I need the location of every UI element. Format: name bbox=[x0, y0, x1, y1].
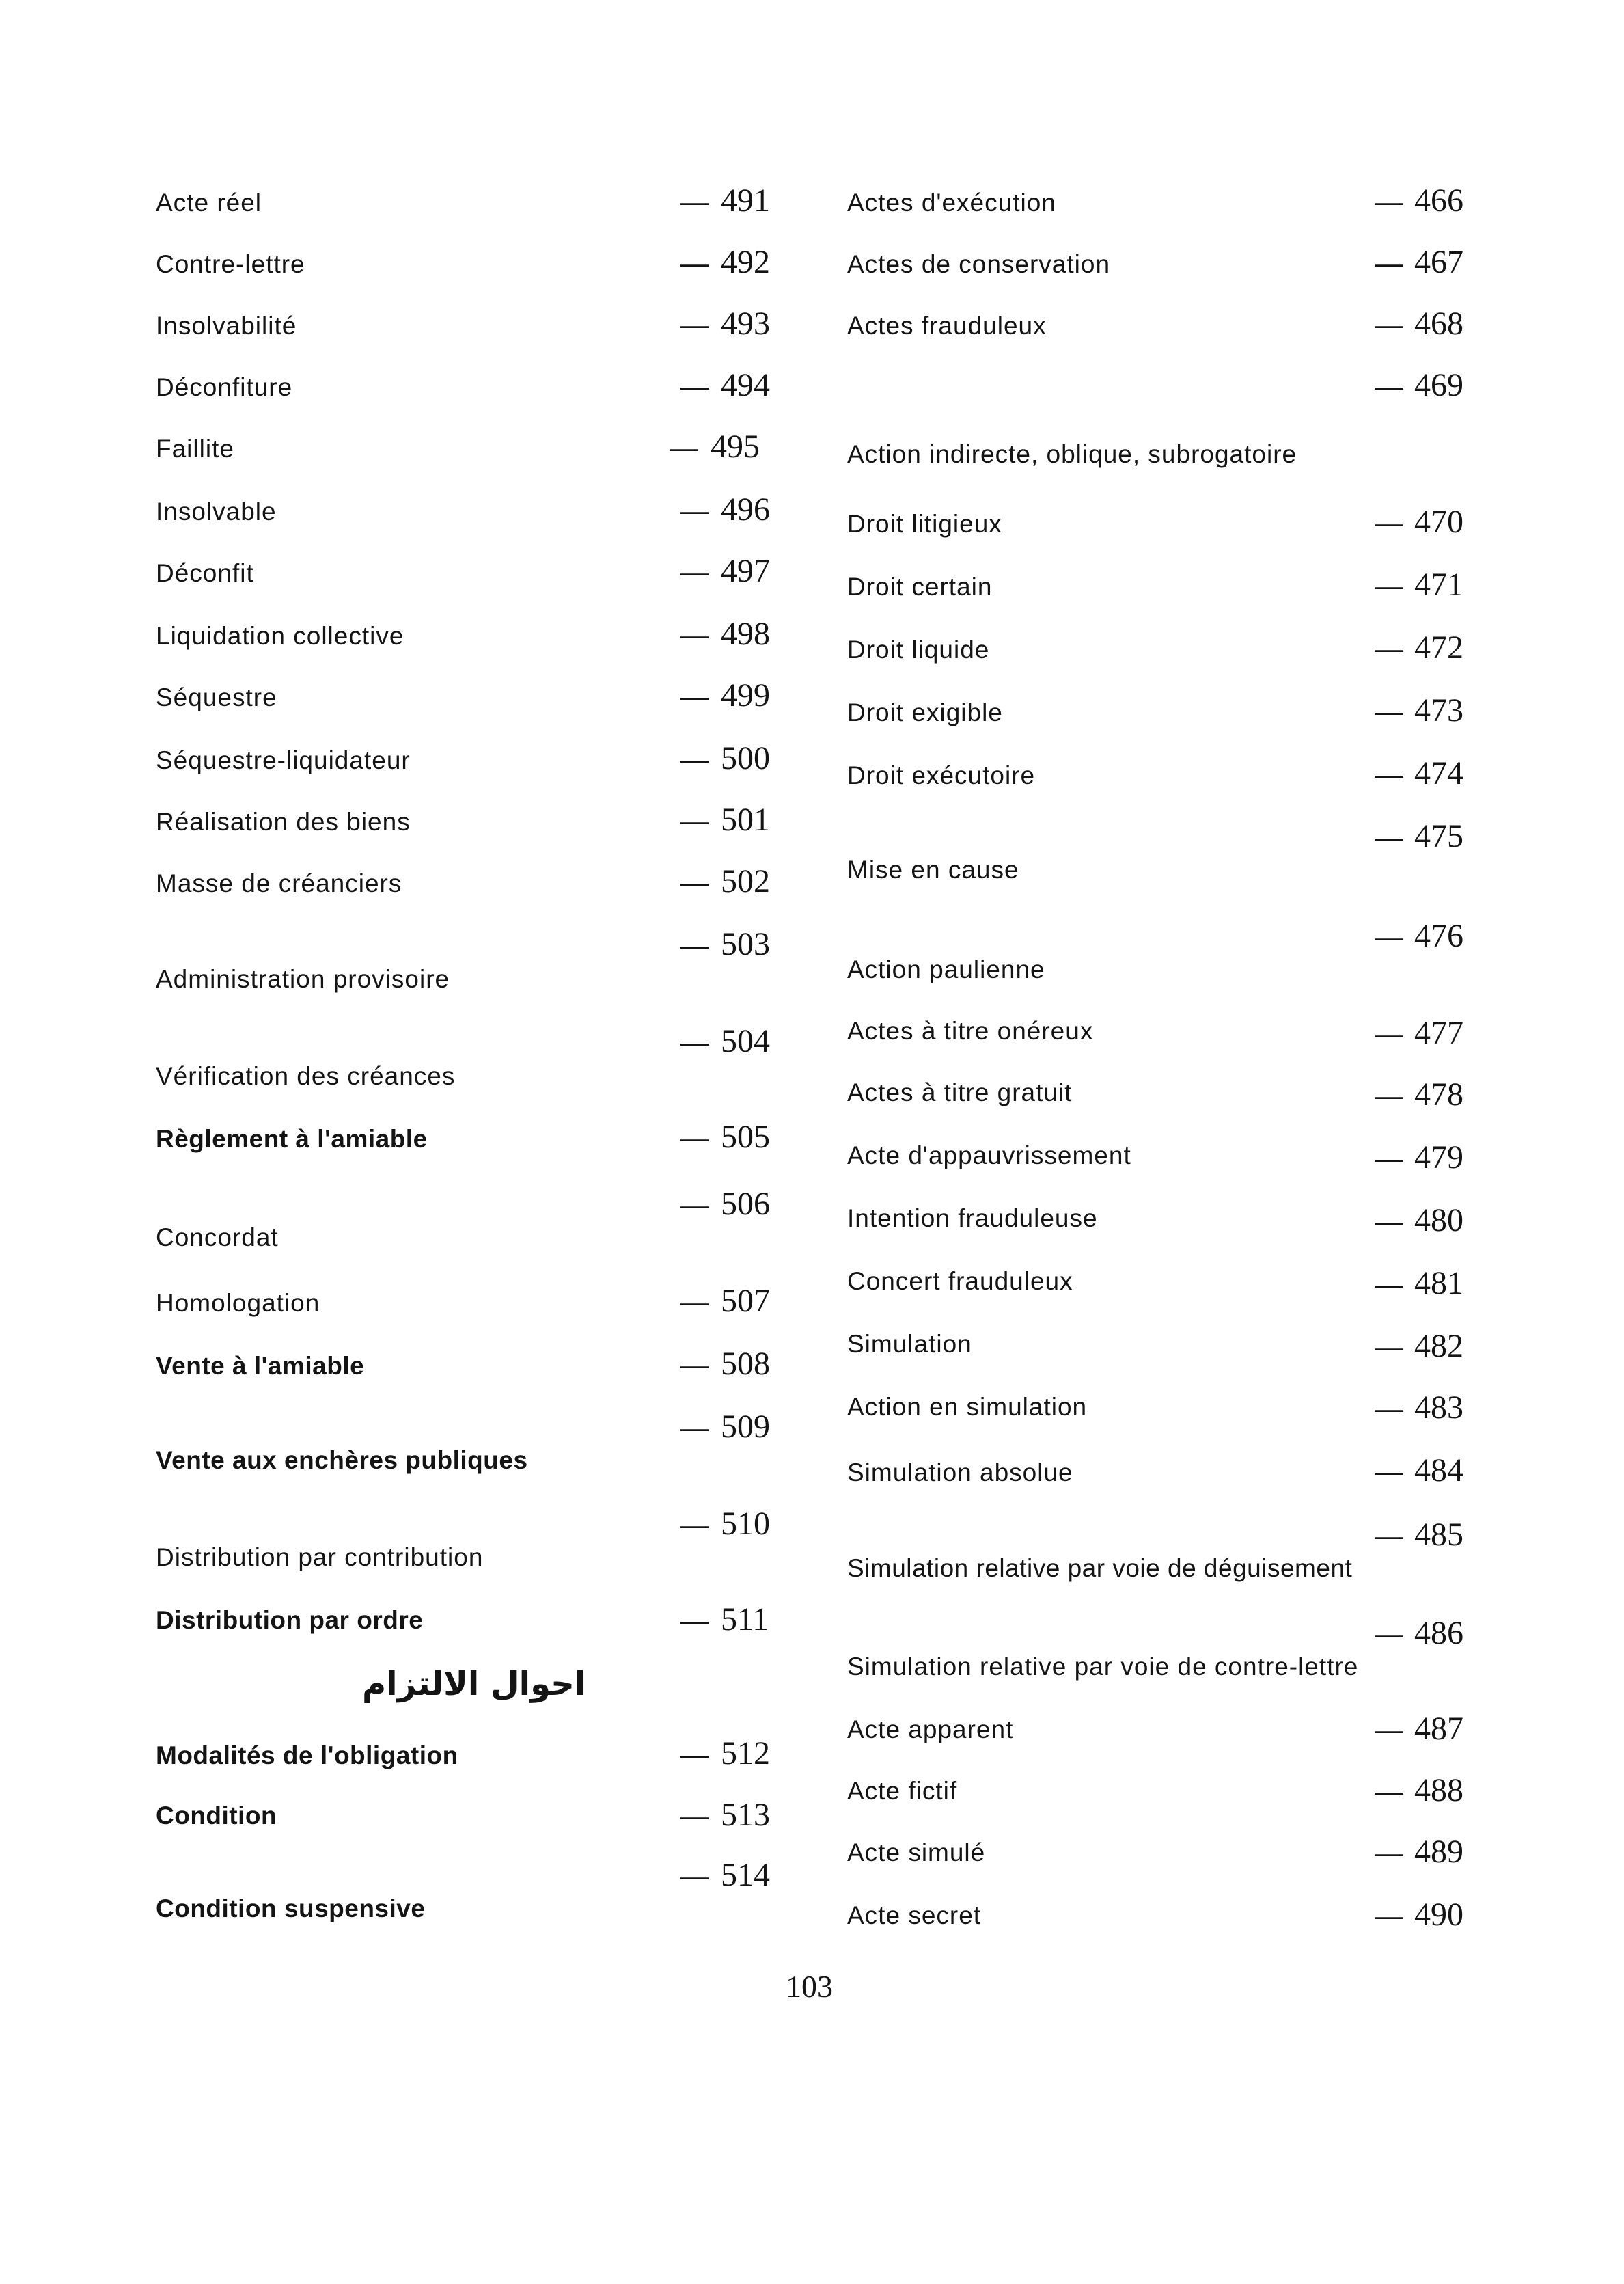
entry-number: 513 bbox=[721, 1797, 770, 1833]
entry-french: Droit litigieux bbox=[847, 510, 1002, 538]
entry-french: Concert frauduleux bbox=[847, 1267, 1073, 1295]
entry-number: 491 bbox=[721, 182, 770, 219]
entry-french: Vente aux enchères publiques bbox=[156, 1446, 528, 1474]
entry-number: 500 bbox=[721, 740, 770, 776]
entry-french: Déconfit bbox=[156, 559, 254, 587]
entry-number: 482 bbox=[1414, 1328, 1463, 1364]
entry-french: Masse de créanciers bbox=[156, 869, 402, 897]
entry-number: 493 bbox=[721, 305, 770, 342]
section-heading: احوال الالتزام bbox=[362, 1665, 586, 1703]
page-number: 103 bbox=[786, 1969, 833, 2004]
entry-number: 479 bbox=[1414, 1139, 1463, 1175]
entry-french: Actes frauduleux bbox=[847, 312, 1047, 340]
entry-french: Règlement à l'amiable bbox=[156, 1125, 428, 1153]
entry-french: Actes à titre gratuit bbox=[847, 1078, 1073, 1106]
entry-french: Concordat bbox=[156, 1223, 279, 1251]
entry-number: 492 bbox=[721, 244, 770, 280]
entry-number: 467 bbox=[1414, 244, 1463, 280]
entry-number: 498 bbox=[721, 616, 770, 652]
entry-number: 481 bbox=[1414, 1265, 1463, 1301]
entry-french: Actes d'exécution bbox=[847, 189, 1056, 217]
entry-french: Action en simulation bbox=[847, 1393, 1088, 1421]
entry-french: Droit exécutoire bbox=[847, 761, 1036, 789]
entry-french: Administration provisoire bbox=[156, 965, 450, 993]
entry-french: Distribution par ordre bbox=[156, 1606, 424, 1634]
entry-number: 468 bbox=[1414, 305, 1463, 342]
left-column: 491 — Acte réel 492 — Contre-lettre 493 — Insolvabilité 494 — Déconfiture 495 — Faillite 496 — Insolvable 497 — Déconfit 498 — Liquidation collective 499 — Séquestre 500 — Séquestre-liquidateur 501 — Réalisation des biens 502 — Masse de créanciers 503 — Administration provisoire 504 — Vérification des créances 505 — Règlement à l'amiable 506 — Concordat 507 — Homologation 508 — Vente à l'amiable 509 — Vente aux enchères publiques 510 — Distribution par contribution 511 — Distribution par ordre احوال الالتزام 512 — Modalités de l'obligation 513 — Condition 514 — Condition suspensive bbox=[0, 0, 1624, 2284]
entry-french: Acte d'appauvrissement bbox=[847, 1141, 1131, 1169]
entry-number: 478 bbox=[1414, 1076, 1463, 1113]
entry-number: 501 bbox=[721, 802, 770, 838]
entry-number: 488 bbox=[1414, 1772, 1463, 1808]
entry-number: 506 bbox=[721, 1186, 770, 1222]
entry-number: 495 bbox=[711, 429, 760, 465]
entry-number: 475 bbox=[1414, 818, 1463, 854]
entry-french: Acte apparent bbox=[847, 1715, 1014, 1743]
entry-french: Intention frauduleuse bbox=[847, 1204, 1098, 1232]
entry-french: Condition suspensive bbox=[156, 1894, 426, 1922]
entry-french: Insolvable bbox=[156, 498, 277, 526]
entry-number: 471 bbox=[1414, 567, 1463, 603]
entry-number: 470 bbox=[1414, 504, 1463, 540]
entry-number: 507 bbox=[721, 1283, 770, 1319]
entry-number: 480 bbox=[1414, 1202, 1463, 1238]
entry-french: Action paulienne bbox=[847, 955, 1045, 983]
right-column: 466 — Actes d'exécution 467 — Actes de conservation 468 — Actes frauduleux 469 — Action indirecte, oblique, subrogatoire 470 — Droit litigieux 471 — Droit certain 472 — Droit liquide 473 — Droit exigible 474 — Droit exécutoire 475 — Mise en cause 476 — Action paulienne 477 — Actes à titre onéreux 478 — Actes à titre gratuit 479 — Acte d'appauvrissement 480 — Intention frauduleuse 481 — Concert frauduleux 482 — Simulation 483 — Action en simulation 484 — Simulation absolue 485 — Simulation relative par voie de déguisement 486 — Simulation relative par voie de contre-lettre 487 — Acte apparent 488 — Acte fictif 489 — Acte simulé 490 — Acte secret bbox=[0, 0, 1624, 2284]
entry-french: Acte simulé bbox=[847, 1838, 986, 1866]
entry-french: Simulation bbox=[847, 1330, 972, 1358]
entry-french: Mise en cause bbox=[847, 856, 1019, 884]
entry-number: 504 bbox=[721, 1023, 770, 1059]
entry-number: 509 bbox=[721, 1409, 770, 1445]
entry-number: 510 bbox=[721, 1506, 770, 1542]
entry-french: Faillite bbox=[156, 435, 234, 463]
entry-number: 499 bbox=[721, 677, 770, 713]
entry-french: Modalités de l'obligation bbox=[156, 1741, 458, 1769]
entry-number: 476 bbox=[1414, 918, 1463, 954]
entry-number: 472 bbox=[1414, 629, 1463, 666]
entry-number: 505 bbox=[721, 1119, 770, 1155]
entry-number: 489 bbox=[1414, 1834, 1463, 1870]
entry-number: 483 bbox=[1414, 1389, 1463, 1426]
entry-number: 469 bbox=[1414, 367, 1463, 403]
entry-french: Droit certain bbox=[847, 573, 993, 601]
entry-french: Insolvabilité bbox=[156, 312, 297, 340]
entry-number: 473 bbox=[1414, 692, 1463, 729]
entry-french: Acte réel bbox=[156, 189, 262, 217]
entry-french: Actes à titre onéreux bbox=[847, 1017, 1094, 1045]
entry-french: Contre-lettre bbox=[156, 250, 305, 278]
entry-french: Simulation relative par voie de déguisement bbox=[847, 1554, 1353, 1582]
entry-number: 497 bbox=[721, 553, 770, 589]
entry-number: 466 bbox=[1414, 182, 1463, 219]
entry-number: 484 bbox=[1414, 1452, 1463, 1488]
entry-number: 494 bbox=[721, 367, 770, 403]
entry-french: Déconfiture bbox=[156, 373, 293, 401]
entry-french: Actes de conservation bbox=[847, 250, 1111, 278]
entry-french: Liquidation collective bbox=[156, 622, 404, 650]
entry-number: 511 bbox=[721, 1601, 769, 1637]
entry-number: 486 bbox=[1414, 1615, 1463, 1651]
entry-number: 485 bbox=[1414, 1517, 1463, 1553]
entry-french: Vérification des créances bbox=[156, 1062, 456, 1090]
entry-number: 496 bbox=[721, 491, 770, 528]
entry-number: 512 bbox=[721, 1735, 770, 1771]
entry-french: Droit liquide bbox=[847, 636, 990, 664]
entry-number: 508 bbox=[721, 1346, 770, 1382]
entry-french: Distribution par contribution bbox=[156, 1543, 484, 1571]
entry-french: Action indirecte, oblique, subrogatoire bbox=[847, 440, 1297, 468]
entry-french: Simulation relative par voie de contre-lettre bbox=[847, 1653, 1359, 1681]
entry-french: Acte fictif bbox=[847, 1777, 958, 1805]
entry-french: Simulation absolue bbox=[847, 1458, 1073, 1486]
entry-french: Séquestre-liquidateur bbox=[156, 746, 411, 774]
entry-number: 502 bbox=[721, 863, 770, 899]
entry-number: 514 bbox=[721, 1857, 770, 1893]
entry-number: 503 bbox=[721, 926, 770, 962]
entry-french: Séquestre bbox=[156, 683, 277, 711]
entry-french: Droit exigible bbox=[847, 698, 1003, 726]
entry-french: Homologation bbox=[156, 1289, 320, 1317]
entry-number: 490 bbox=[1414, 1896, 1463, 1933]
entry-french: Réalisation des biens bbox=[156, 808, 411, 836]
entry-french: Vente à l'amiable bbox=[156, 1352, 365, 1380]
entry-number: 474 bbox=[1414, 755, 1463, 791]
entry-number: 477 bbox=[1414, 1015, 1463, 1051]
entry-french: Condition bbox=[156, 1802, 277, 1830]
entry-french: Acte secret bbox=[847, 1901, 982, 1929]
entry-number: 487 bbox=[1414, 1711, 1463, 1747]
